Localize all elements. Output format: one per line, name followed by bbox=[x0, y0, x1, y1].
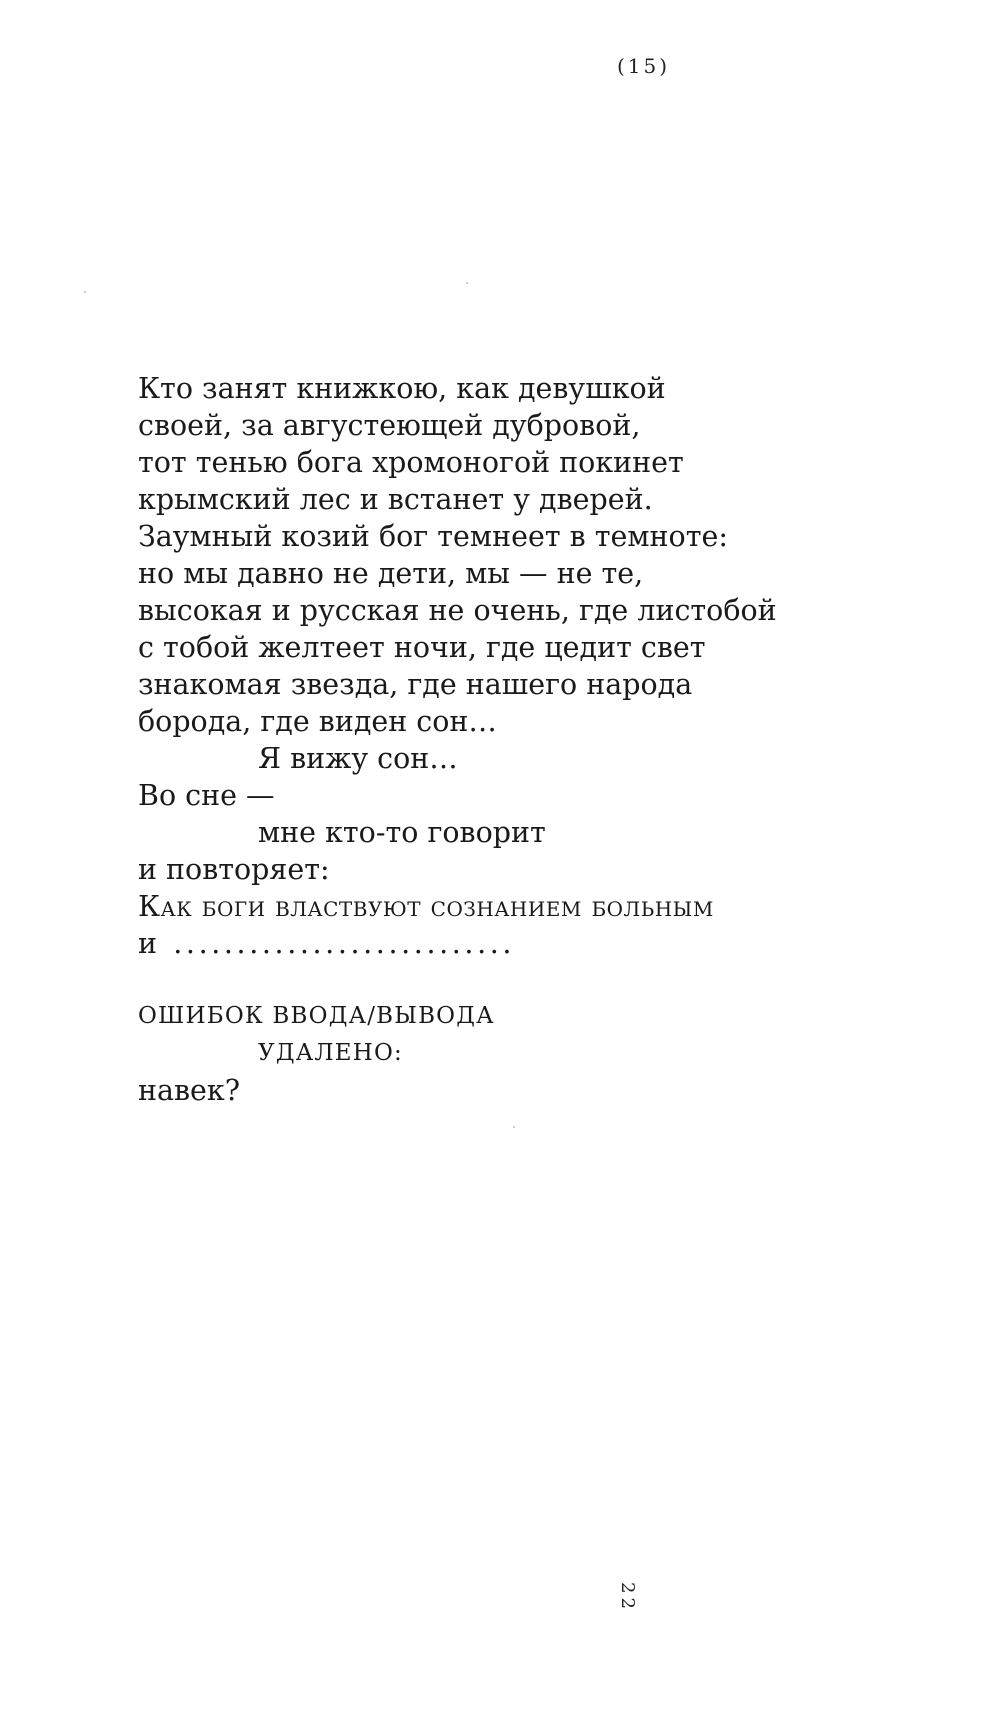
poem-line: Во сне — bbox=[138, 779, 275, 812]
poem-line: своей, за августеющей дубровой, bbox=[138, 409, 641, 442]
page-number: 22 bbox=[617, 1582, 638, 1613]
poem-line: знакомая звезда, где нашего народа bbox=[138, 668, 693, 701]
poem-line: УДАЛЕНО: bbox=[258, 1040, 403, 1066]
poem-body bbox=[138, 370, 777, 1109]
print-speck bbox=[466, 282, 468, 284]
poem-line: крымский лес и встанет у дверей. bbox=[138, 483, 653, 516]
print-speck bbox=[84, 291, 86, 293]
poem-line: ОШИБОК ВВОДА/ВЫВОДА bbox=[138, 1003, 495, 1029]
poem-line: Как боги властвуют сознанием больным bbox=[138, 890, 714, 923]
poem-line-ellipsis: и ........................... bbox=[138, 927, 516, 960]
poem-line: высокая и русская не очень, где листобой bbox=[138, 594, 777, 627]
poem-line: Я вижу сон… bbox=[258, 742, 458, 775]
poem-line: но мы давно не дети, мы — не те, bbox=[138, 557, 644, 590]
poem-line: Заумный козий бог темнеет в темноте: bbox=[138, 520, 728, 553]
print-speck bbox=[513, 1126, 515, 1128]
section-number: (15) bbox=[617, 54, 671, 78]
stanza-gap bbox=[138, 962, 777, 998]
poem-line: тот тенью бога хромоногой покинет bbox=[138, 446, 684, 479]
poem-line: навек? bbox=[138, 1074, 240, 1107]
poem-line: с тобой желтеет ночи, где цедит свет bbox=[138, 631, 706, 664]
poem-line: борода, где виден сон… bbox=[138, 705, 497, 738]
poem-line: и повторяет: bbox=[138, 853, 330, 886]
poem-line: Кто занят книжкою, как девушкой bbox=[138, 372, 666, 405]
poem-line: мне кто-то говорит bbox=[258, 816, 546, 849]
